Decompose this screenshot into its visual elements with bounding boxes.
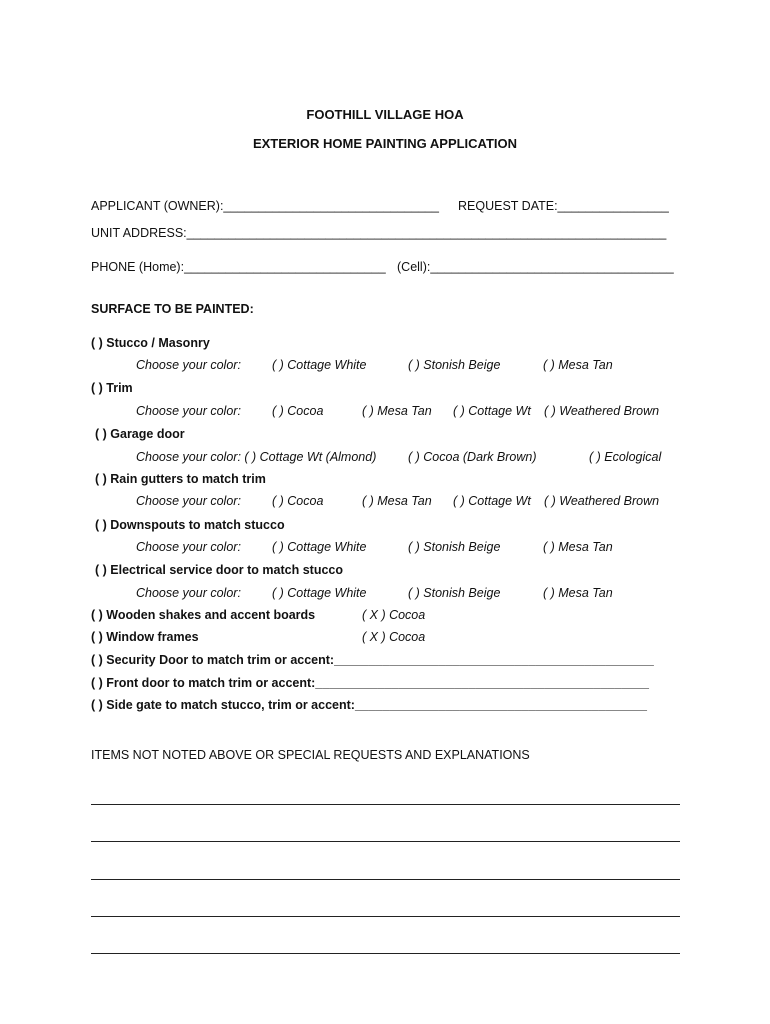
trim-checkbox[interactable]: ( ) Trim	[91, 381, 133, 395]
trim-option-weathered-brown[interactable]: ( ) Weathered Brown	[544, 404, 660, 418]
gutters-option-cocoa[interactable]: ( ) Cocoa	[272, 494, 324, 508]
stucco-checkbox[interactable]: ( ) Stucco / Masonry	[91, 336, 210, 350]
window-option-cocoa[interactable]: ( X ) Cocoa	[362, 630, 426, 644]
stucco-option-cottage-white[interactable]: ( ) Cottage White	[272, 358, 367, 372]
special-requests-line-2[interactable]	[91, 841, 680, 842]
stucco-option-mesa-tan[interactable]: ( ) Mesa Tan	[543, 358, 613, 372]
electrical-door-checkbox[interactable]: ( ) Electrical service door to match stucco	[95, 563, 343, 577]
electrical-option-cottage-white[interactable]: ( ) Cottage White	[272, 586, 367, 600]
garage-door-checkbox[interactable]: ( ) Garage door	[95, 427, 185, 441]
trim-option-cottage-wt[interactable]: ( ) Cottage Wt	[453, 404, 531, 418]
gutters-option-mesa-tan[interactable]: ( ) Mesa Tan	[362, 494, 432, 508]
gutters-option-cottage-wt[interactable]: ( ) Cottage Wt	[453, 494, 531, 508]
applicant-field[interactable]: APPLICANT (OWNER):_______________________________	[91, 199, 439, 213]
special-requests-line-1[interactable]	[91, 804, 680, 805]
garage-option-ecological[interactable]: ( ) Ecological	[589, 450, 662, 464]
special-requests-line-4[interactable]	[91, 916, 680, 917]
electrical-option-mesa-tan[interactable]: ( ) Mesa Tan	[543, 586, 613, 600]
downspouts-option-mesa-tan[interactable]: ( ) Mesa Tan	[543, 540, 613, 554]
gutters-choose-label: Choose your color:	[136, 494, 241, 508]
special-requests-heading: ITEMS NOT NOTED ABOVE OR SPECIAL REQUESTS AND EXPLANATIONS	[91, 748, 530, 762]
electrical-choose-label: Choose your color:	[136, 586, 241, 600]
rain-gutters-checkbox[interactable]: ( ) Rain gutters to match trim	[95, 472, 266, 486]
downspouts-checkbox[interactable]: ( ) Downspouts to match stucco	[95, 518, 285, 532]
window-frames-checkbox[interactable]: ( ) Window frames	[91, 630, 199, 644]
security-door-field[interactable]: ( ) Security Door to match trim or accent:______________________________________________	[91, 653, 654, 667]
front-door-field[interactable]: ( ) Front door to match trim or accent:________________________________________________	[91, 676, 650, 690]
request-date-field[interactable]: REQUEST DATE:________________	[458, 199, 669, 213]
org-name: FOOTHILL VILLAGE HOA	[306, 107, 464, 122]
downspouts-option-stonish-beige[interactable]: ( ) Stonish Beige	[408, 540, 501, 554]
downspouts-choose-label: Choose your color:	[136, 540, 241, 554]
wooden-shakes-checkbox[interactable]: ( ) Wooden shakes and accent boards	[91, 608, 316, 622]
surfaces-heading: SURFACE TO BE PAINTED:	[91, 302, 254, 316]
wooden-option-cocoa[interactable]: ( X ) Cocoa	[362, 608, 426, 622]
garage-option-cocoa-dark-brown[interactable]: ( ) Cocoa (Dark Brown)	[408, 450, 537, 464]
phone-home-field[interactable]: PHONE (Home):_____________________________	[91, 260, 386, 274]
unit-address-field[interactable]: UNIT ADDRESS:_____________________________________________________________________	[91, 226, 667, 240]
special-requests-line-5[interactable]	[91, 953, 680, 954]
side-gate-field[interactable]: ( ) Side gate to match stucco, trim or accent:__________________________________________	[91, 698, 647, 712]
stucco-option-stonish-beige[interactable]: ( ) Stonish Beige	[408, 358, 501, 372]
electrical-option-stonish-beige[interactable]: ( ) Stonish Beige	[408, 586, 501, 600]
trim-option-mesa-tan[interactable]: ( ) Mesa Tan	[362, 404, 432, 418]
form-title: EXTERIOR HOME PAINTING APPLICATION	[252, 136, 518, 151]
special-requests-line-3[interactable]	[91, 879, 680, 880]
gutters-option-weathered-brown[interactable]: ( ) Weathered Brown	[544, 494, 660, 508]
trim-choose-label: Choose your color:	[136, 404, 241, 418]
garage-option-cottage-wt-almond[interactable]: Choose your color: ( ) Cottage Wt (Almond)	[136, 450, 377, 464]
downspouts-option-cottage-white[interactable]: ( ) Cottage White	[272, 540, 367, 554]
stucco-choose-label: Choose your color:	[136, 358, 241, 372]
phone-cell-field[interactable]: (Cell):___________________________________	[397, 260, 674, 274]
trim-option-cocoa[interactable]: ( ) Cocoa	[272, 404, 324, 418]
